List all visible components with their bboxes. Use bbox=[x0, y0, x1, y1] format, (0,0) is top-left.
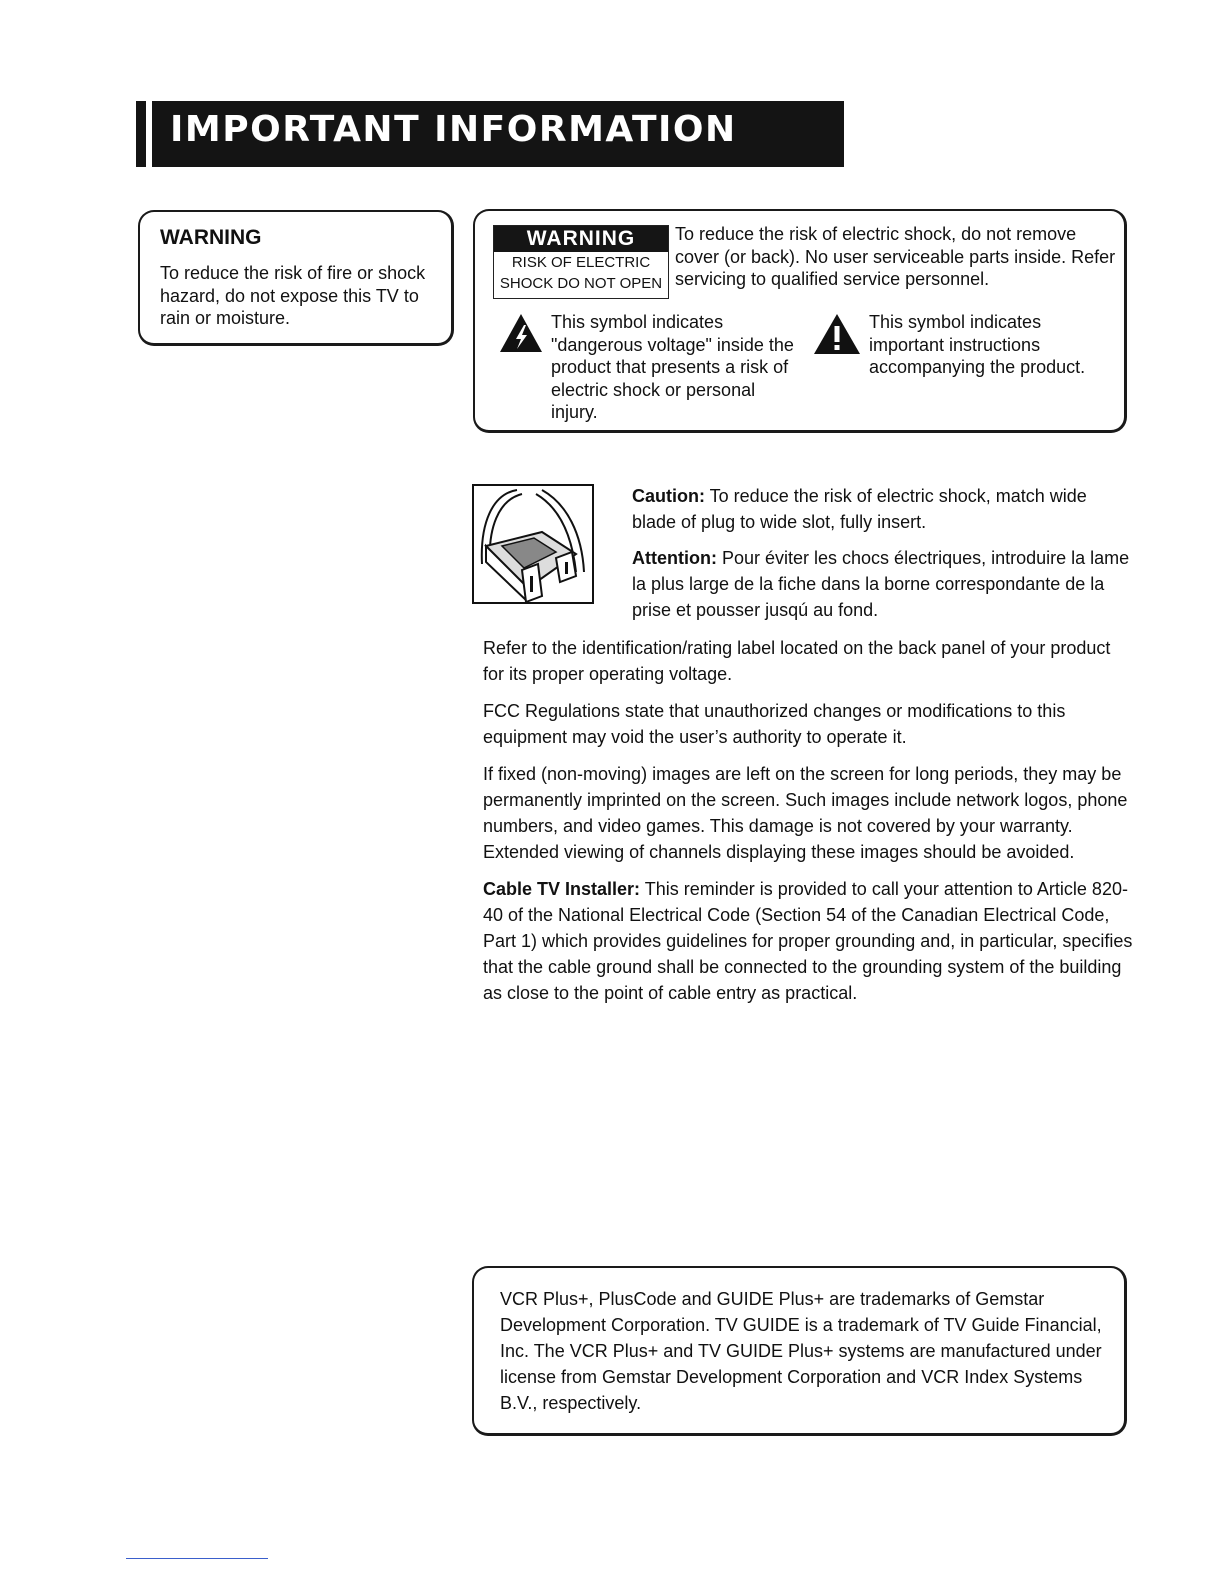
shock-warning-label bbox=[493, 225, 669, 299]
caution-text: To reduce the risk of electric shock, match wide blade of plug to wide slot, fully insert. bbox=[632, 486, 1087, 532]
warning-text: To reduce the risk of fire or shock hazard, do not expose this TV to rain or moisture. bbox=[160, 263, 426, 328]
fcc-paragraph: FCC Regulations state that unauthorized changes or modifications to this equipment may void the user’s authority to operate it. bbox=[483, 701, 1066, 747]
header-banner bbox=[136, 101, 844, 167]
exclamation-triangle-icon bbox=[813, 313, 861, 355]
shock-label-line2: SHOCK DO NOT OPEN bbox=[499, 275, 663, 292]
image-retention-paragraph: If fixed (non-moving) images are left on the screen for long periods, they may be permanently imprinted on the screen. Such images include network logos, phone numbers, and video games. This damage is not covered by your warranty. Extended viewing of channels displaying these images should be avoided. bbox=[483, 764, 1128, 862]
cable-installer-label: Cable TV Installer: bbox=[483, 879, 641, 899]
page-title: IMPORTANT INFORMATION bbox=[170, 109, 737, 150]
lightning-triangle-icon bbox=[499, 313, 543, 353]
warning-box bbox=[138, 210, 454, 346]
attention-text: Pour éviter les chocs électriques, introduire la lame la plus large de la fiche dans la borne correspondante de la prise et pousser jusqú au fond. bbox=[632, 548, 1130, 620]
symbol-voltage-text: This symbol indicates "dangerous voltage" inside the product that presents a risk of electric shock or personal injury. bbox=[551, 312, 794, 422]
caution-section bbox=[632, 483, 1132, 633]
caution-paragraph bbox=[632, 483, 1132, 535]
cable-installer-paragraph bbox=[483, 876, 1133, 1006]
shock-warning-box bbox=[473, 209, 1127, 433]
attention-paragraph bbox=[632, 545, 1132, 623]
banner-bar bbox=[146, 101, 152, 167]
attention-label: Attention: bbox=[632, 548, 717, 568]
shock-label-title: WARNING bbox=[494, 226, 668, 252]
warning-title: WARNING bbox=[160, 226, 262, 249]
polarized-plug-illustration bbox=[472, 484, 594, 604]
footer-rule bbox=[126, 1558, 268, 1559]
cable-installer-text: This reminder is provided to call your attention to Article 820-40 of the National Electrical Code (Section 54 of the Canadian Electrical Code, Part 1) which provides guidelines for proper grounding and, in particular, specifies that the cable ground shall be connected to the grounding system of the building as close to the point of cable entry as practical. bbox=[483, 879, 1133, 1003]
main-body bbox=[483, 635, 1133, 1017]
shock-label-line1: RISK OF ELECTRIC bbox=[511, 254, 651, 271]
symbol-instructions-text: This symbol indicates important instructions accompanying the product. bbox=[869, 312, 1086, 377]
caution-label: Caution: bbox=[632, 486, 705, 506]
trademark-box bbox=[472, 1266, 1127, 1436]
trademark-text: VCR Plus+, PlusCode and GUIDE Plus+ are trademarks of Gemstar Development Corporation. TV GUIDE is a trademark of TV Guide Financial, Inc. The VCR Plus+ and TV GUIDE Plus+ systems are manufactured under license from Gemstar Development Corporation and VCR Index Systems B.V., respectively. bbox=[500, 1289, 1102, 1413]
rating-label-paragraph: Refer to the identification/rating label located on the back panel of your product for its proper operating voltage. bbox=[483, 638, 1111, 684]
shock-warning-text: To reduce the risk of electric shock, do not remove cover (or back). No user serviceable parts inside. Refer servicing to qualified service personnel. bbox=[675, 224, 1116, 289]
